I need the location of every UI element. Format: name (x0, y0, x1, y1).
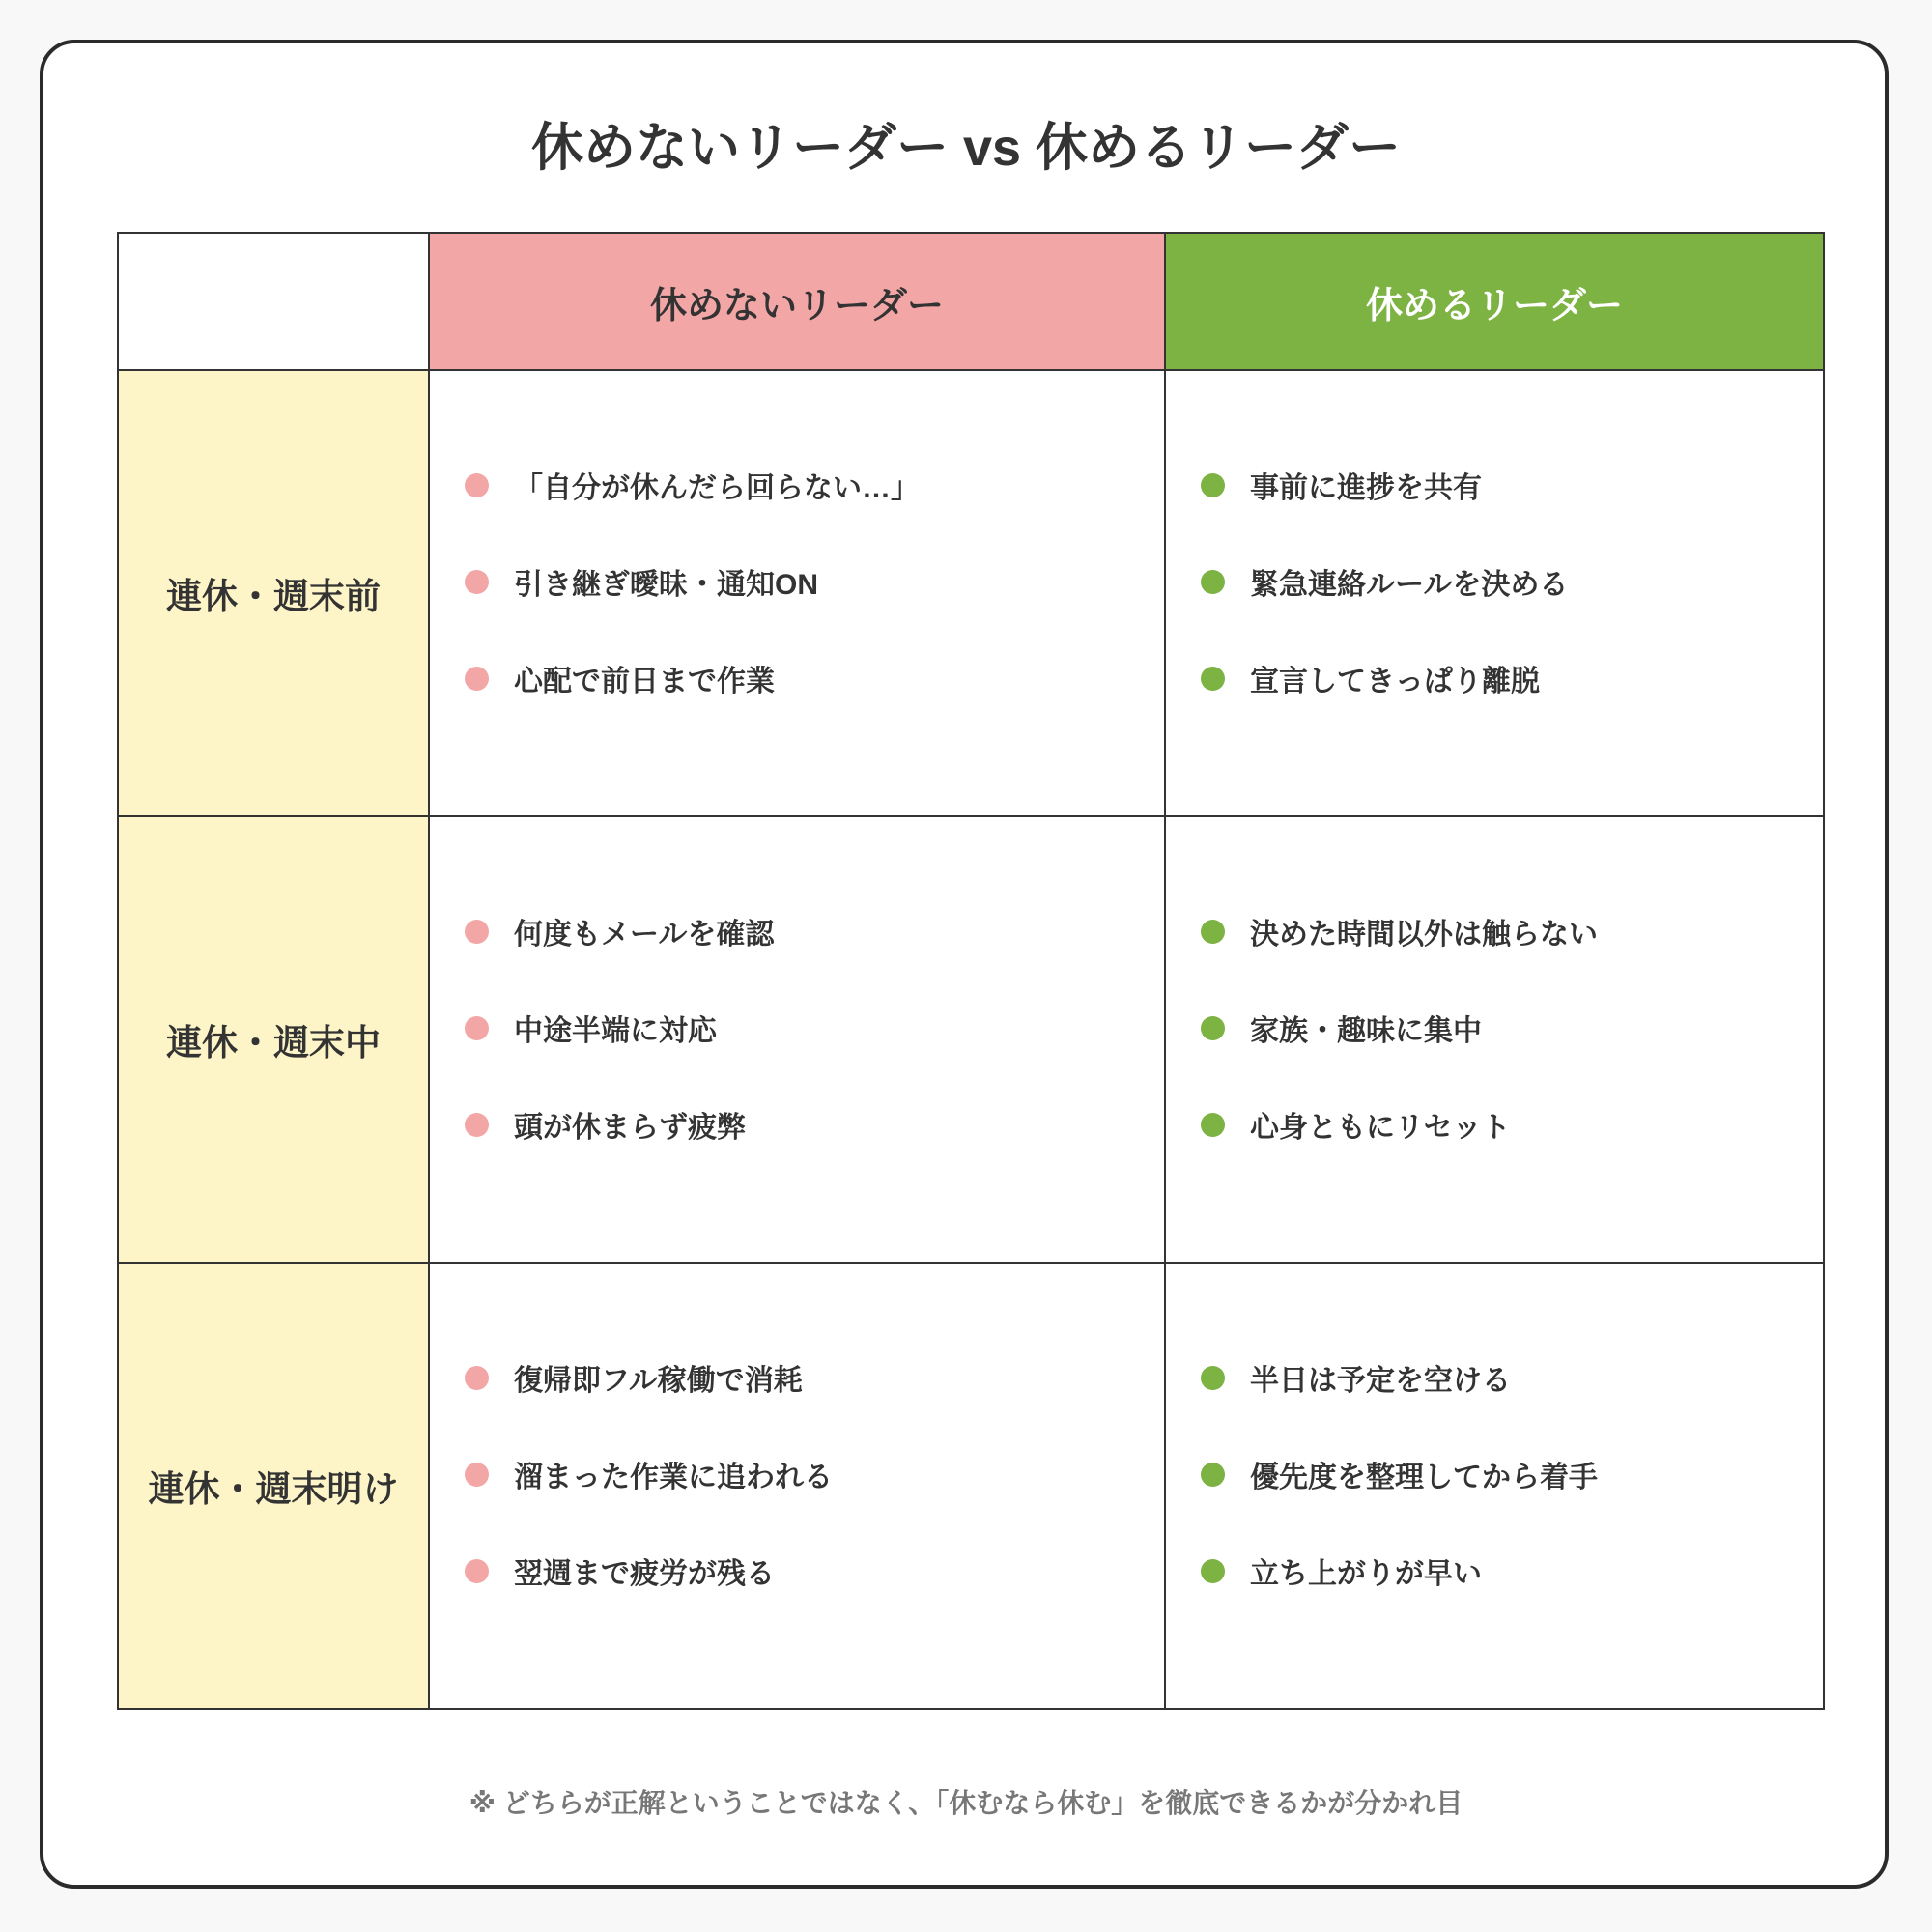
list-item (465, 657, 1164, 753)
bullet-dot-icon (1201, 1559, 1225, 1583)
row-label: 連休・週末中 (118, 816, 429, 1263)
list-item (1201, 464, 1823, 560)
item-text: 立ち上がりが早い (1250, 1558, 1482, 1590)
bad-cell (429, 816, 1165, 1263)
item-text: 復帰即フル稼働で消耗 (514, 1365, 803, 1397)
empty-corner-cell (118, 233, 429, 370)
row-label: 連休・週末前 (118, 370, 429, 816)
item-text: 優先度を整理してから着手 (1250, 1462, 1598, 1493)
good-cell (1165, 370, 1824, 816)
bullet-dot-icon (465, 1463, 489, 1487)
header-good-leader: 休めるリーダー (1165, 233, 1824, 370)
list-item (465, 910, 1164, 1007)
list-item (1201, 1453, 1823, 1549)
list-item (465, 1103, 1164, 1200)
comparison-table (117, 232, 1825, 1710)
table-row (118, 816, 1824, 1263)
list-item (1201, 560, 1823, 657)
bullet-dot-icon (465, 1366, 489, 1390)
item-text: 緊急連絡ルールを決める (1250, 569, 1569, 601)
bad-cell (429, 370, 1165, 816)
bullet-dot-icon (465, 1016, 489, 1040)
list-item (1201, 1103, 1823, 1200)
item-text: 中途半端に対応 (514, 1015, 717, 1047)
bullet-dot-icon (1201, 920, 1225, 944)
bad-cell (429, 1263, 1165, 1709)
row-label: 連休・週末明け (118, 1263, 429, 1709)
footnote: ※ どちらが正解ということではなく、「休むなら休む」を徹底できるかが分かれ目 (469, 1788, 1463, 1818)
bullet-dot-icon (465, 667, 489, 691)
item-text: 家族・趣味に集中 (1250, 1015, 1482, 1047)
bullet-dot-icon (465, 920, 489, 944)
list-item (1201, 1549, 1823, 1646)
list-item (1201, 657, 1823, 753)
list-item (465, 1453, 1164, 1549)
list-item (465, 1549, 1164, 1646)
good-cell (1165, 1263, 1824, 1709)
bullet-dot-icon (1201, 1113, 1225, 1137)
page-title: 休めないリーダー vs 休めるリーダー (530, 119, 1402, 177)
item-text: 頭が休まらず疲弊 (514, 1112, 746, 1144)
bullet-dot-icon (1201, 667, 1225, 691)
item-text: 引き継ぎ曖昧・通知ON (514, 569, 818, 601)
item-text: 心配で前日まで作業 (514, 666, 775, 697)
list-item (465, 464, 1164, 560)
item-text: 心身ともにリセット (1250, 1112, 1511, 1144)
table-row (118, 1263, 1824, 1709)
item-text: 翌週まで疲労が残る (514, 1558, 775, 1590)
item-text: 「自分が休んだら回らない…」 (514, 472, 920, 504)
bullet-dot-icon (465, 570, 489, 594)
bullet-dot-icon (1201, 570, 1225, 594)
item-text: 宣言してきっぱり離脱 (1250, 666, 1540, 697)
list-item (1201, 910, 1823, 1007)
list-item (465, 560, 1164, 657)
list-item (465, 1356, 1164, 1453)
bullet-dot-icon (465, 473, 489, 497)
list-item (465, 1007, 1164, 1103)
item-text: 何度もメールを確認 (514, 919, 775, 951)
item-text: 決めた時間以外は触らない (1250, 919, 1598, 951)
bullet-dot-icon (465, 1113, 489, 1137)
table-row (118, 370, 1824, 816)
bullet-dot-icon (1201, 1366, 1225, 1390)
bullet-dot-icon (1201, 473, 1225, 497)
item-text: 溜まった作業に追われる (514, 1462, 833, 1493)
good-cell (1165, 816, 1824, 1263)
bullet-dot-icon (465, 1559, 489, 1583)
list-item (1201, 1007, 1823, 1103)
item-text: 半日は予定を空ける (1250, 1365, 1511, 1397)
bullet-dot-icon (1201, 1016, 1225, 1040)
header-bad-leader: 休めないリーダー (429, 233, 1165, 370)
item-text: 事前に進捗を共有 (1250, 472, 1482, 504)
bullet-dot-icon (1201, 1463, 1225, 1487)
list-item (1201, 1356, 1823, 1453)
